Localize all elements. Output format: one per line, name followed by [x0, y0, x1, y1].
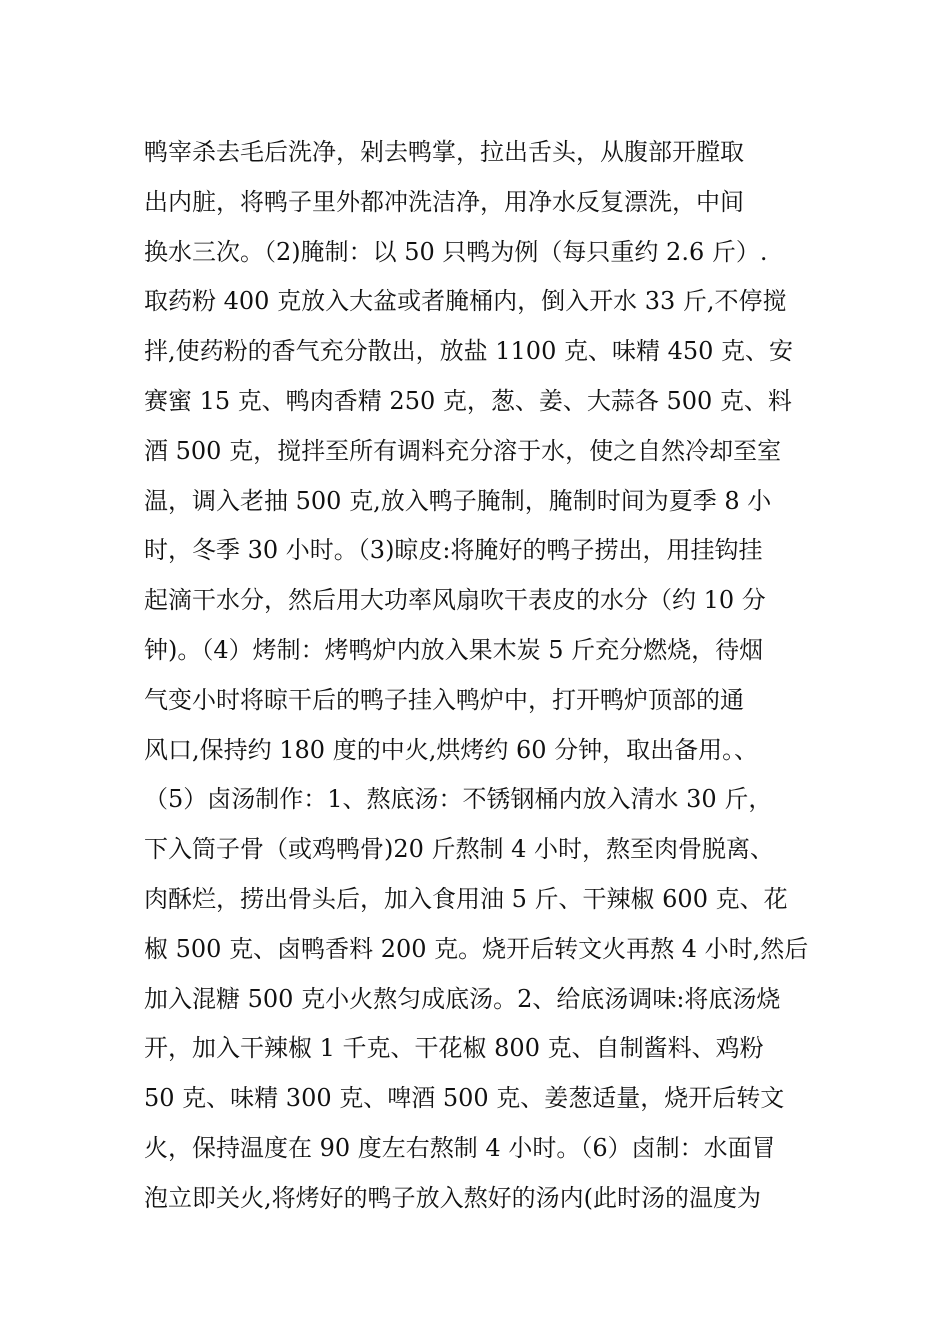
text-line: 火，保持温度在 90 度左右熬制 4 小时。（6）卤制：水面冒 — [144, 1133, 776, 1162]
body-text — [144, 128, 824, 1224]
text-line: 开，加入干辣椒 1 千克、干花椒 800 克、自制酱料、鸡粉 — [144, 1034, 764, 1063]
text-line: 起滴干水分，然后用大功率风扇吹干表皮的水分（约 10 分 — [144, 586, 766, 615]
text-line: 赛蜜 15 克、鸭肉香精 250 克，葱、姜、大蒜各 500 克、料 — [144, 386, 792, 415]
text-line: 肉酥烂，捞出骨头后，加入食用油 5 斤、干辣椒 600 克、花 — [144, 884, 788, 913]
text-line: 泡立即关火,将烤好的鸭子放入熬好的汤内(此时汤的温度为 — [144, 1183, 761, 1212]
text-line: 加入混糖 500 克小火熬匀成底汤。2、给底汤调味:将底汤烧 — [144, 984, 781, 1013]
text-line: 酒 500 克，搅拌至所有调料充分溶于水，使之自然冷却至室 — [144, 436, 782, 465]
text-line: 换水三次。（2)腌制：以 50 只鸭为例（每只重约 2.6 斤）. — [144, 237, 768, 266]
text-line: 出内脏，将鸭子里外都冲洗洁净，用净水反复漂洗，中间 — [144, 187, 744, 216]
text-line: （5）卤汤制作：1、熬底汤：不锈钢桶内放入清水 30 斤， — [144, 785, 773, 814]
text-line: 钟)。（4）烤制：烤鸭炉内放入果木炭 5 斤充分燃烧，待烟 — [144, 635, 764, 664]
text-line: 拌,使药粉的香气充分散出，放盐 1100 克、味精 450 克、安 — [144, 337, 794, 366]
text-line: 取药粉 400 克放入大盆或者腌桶内，倒入开水 33 斤,不停搅 — [144, 287, 787, 316]
text-line: 50 克、味精 300 克、啤酒 500 克、姜葱适量，烧开后转文 — [144, 1084, 785, 1113]
text-line: 气变小时将晾干后的鸭子挂入鸭炉中，打开鸭炉顶部的通 — [144, 685, 744, 714]
text-line: 温，调入老抽 500 克,放入鸭子腌制，腌制时间为夏季 8 小 — [144, 486, 772, 515]
text-line: 时，冬季 30 小时。（3)晾皮:将腌好的鸭子捞出，用挂钩挂 — [144, 536, 763, 565]
text-line: 下入筒子骨（或鸡鸭骨)20 斤熬制 4 小时，熬至肉骨脱离、 — [144, 835, 775, 864]
text-line: 鸭宰杀去毛后洗净，剁去鸭掌，拉出舌头，从腹部开膛取 — [144, 138, 744, 166]
text-line: 风口,保持约 180 度的中火,烘烤约 60 分钟，取出备用。、 — [144, 735, 759, 764]
text-line: 椒 500 克、卤鸭香料 200 克。烧开后转文火再熬 4 小时,然后 — [144, 934, 809, 963]
